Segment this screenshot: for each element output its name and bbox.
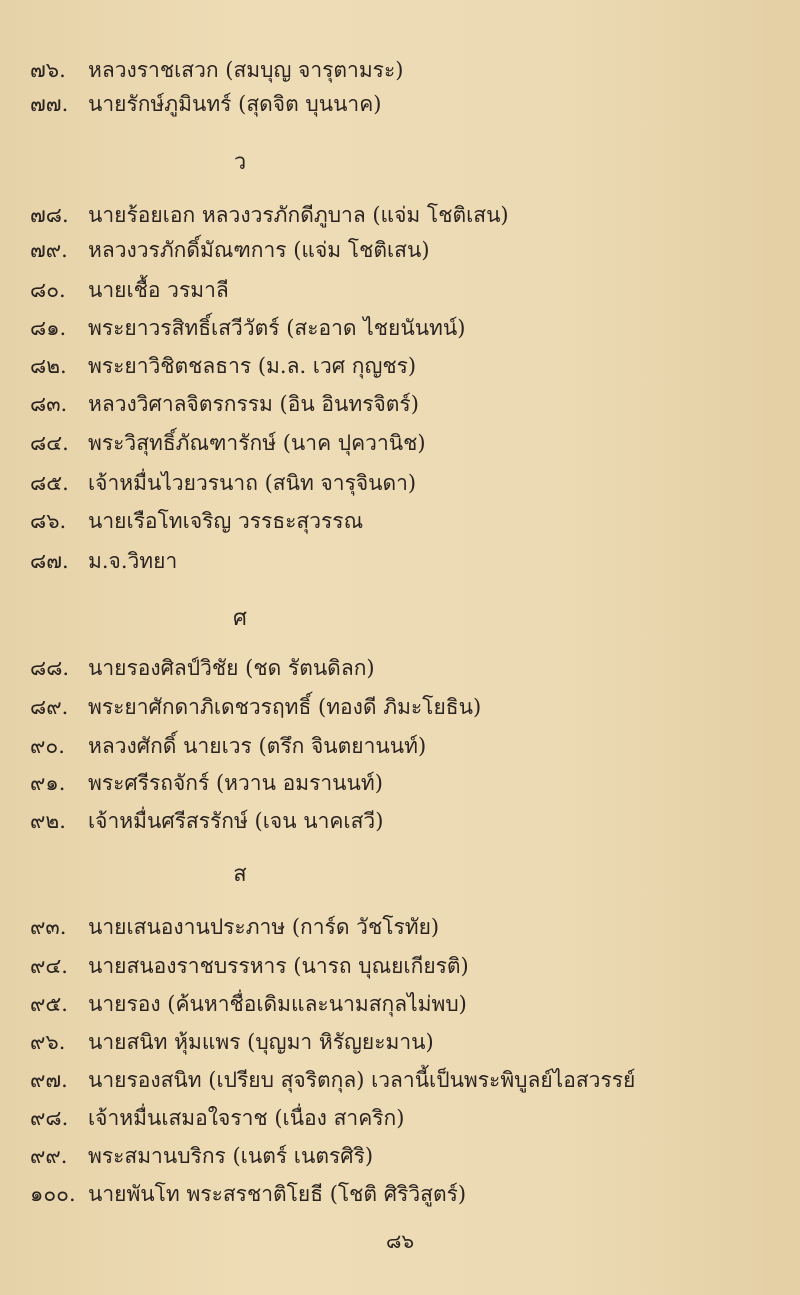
list-item: [30, 57, 403, 83]
item-text: เจ้าหมื่นเสมอใจราช (เนื่อง สาคริก): [88, 1106, 405, 1130]
item-text: หลวงศักดิ์ นายเวร (ตรึก จินตยานนท์): [88, 734, 427, 758]
item-number: ๘๒.: [30, 354, 67, 378]
item-number: ๙๔.: [30, 954, 68, 978]
item-number: ๘๖.: [30, 509, 67, 533]
list-item: [30, 694, 481, 720]
item-number: ๘๗.: [30, 549, 69, 573]
item-text: นายรอง (ค้นหาชื่อเดิมและนามสกุลไม่พบ): [88, 992, 467, 1016]
item-text: พระสมานบริกร (เนตร์ เนตรศิริ): [88, 1144, 374, 1168]
item-number: ๙๘.: [30, 1106, 69, 1130]
list-item: [30, 1143, 373, 1169]
item-number: ๘๐.: [30, 278, 66, 302]
list-item: [30, 733, 426, 759]
list-item: [30, 391, 419, 417]
item-number: ๘๘.: [30, 656, 70, 680]
item-text: นายพันโท พระสรชาติโยธี (โชติ ศิริวิสูตร์): [88, 1182, 467, 1206]
item-number: ๙๒.: [30, 809, 66, 833]
page-number: ๘๖: [385, 1229, 415, 1253]
item-text: พระยาวรสิทธิ์เสวีวัตร์ (สะอาด ไชยนันทน์): [88, 316, 466, 340]
item-number: ๙๖.: [30, 1030, 66, 1054]
item-text: นายเรือโทเจริญ วรรธะสุวรรณ: [88, 509, 364, 533]
list-item: [30, 953, 469, 979]
item-text: นายรองศิลป์วิชัย (ชด รัตนดิลก): [88, 656, 375, 680]
list-item: [30, 770, 383, 796]
list-item: [30, 277, 229, 303]
item-text: หลวงราชเสวก (สมบุญ จารุตามระ): [88, 58, 404, 82]
item-text: นายรักษ์ภูมินทร์ (สุดจิต บุนนาค): [88, 92, 382, 116]
list-item: [30, 237, 430, 263]
list-item: [30, 1029, 434, 1055]
list-item: [30, 808, 383, 834]
item-number: ๘๑.: [30, 316, 67, 340]
item-text: นายเชื้อ วรมาลี: [88, 278, 229, 302]
list-item: [30, 315, 465, 341]
item-number: ๙๗.: [30, 1068, 68, 1092]
item-text: นายรองสนิท (เปรียบ สุจริตกุล) เวลานี้เป็นพระพิบูลย์ไอสวรรย์: [88, 1068, 636, 1092]
item-text: นายสนิท หุ้มแพร (บุญมา หิรัญยะมาน): [88, 1030, 434, 1054]
section-heading: ศ: [233, 606, 247, 631]
list-item: [30, 91, 381, 117]
list-item: [30, 914, 439, 940]
item-text: พระยาวิชิตชลธาร (ม.ล. เวศ กุญชร): [88, 354, 417, 378]
list-item: [30, 991, 467, 1017]
item-number: ๘๓.: [30, 392, 68, 416]
list-item: [30, 1105, 404, 1131]
item-text: หลวงวิศาลจิตรกรรม (อิน อินทรจิตร์): [88, 392, 419, 416]
item-number: ๙๐.: [30, 734, 65, 758]
item-text: นายร้อยเอก หลวงวรภักดีภูบาล (แจ่ม โชติเสน): [88, 203, 509, 227]
list-item: [30, 1181, 466, 1207]
item-text: เจ้าหมื่นศรีสรรักษ์ (เจน นาคเสวี): [88, 809, 384, 833]
list-item: [30, 470, 416, 496]
list-item: [30, 430, 426, 456]
list-item: [30, 655, 375, 681]
list-item: [30, 353, 416, 379]
item-number: ๗๗.: [30, 92, 69, 116]
list-item: [30, 548, 177, 574]
item-text: พระศรีรถจักร์ (หวาน อมรานนท์): [88, 771, 383, 795]
item-number: ๘๕.: [30, 471, 69, 495]
section-heading: ว: [233, 150, 247, 175]
item-number: ๙๙.: [30, 1144, 68, 1168]
item-text: เจ้าหมื่นไวยวรนาถ (สนิท จารุจินดา): [88, 471, 417, 495]
item-number: ๙๑.: [30, 771, 66, 795]
item-text: พระวิสุทธิ์ภัณฑารักษ์ (นาค ปุควานิช): [88, 431, 426, 455]
list-item: [30, 202, 509, 228]
item-text: นายสนองราชบรรหาร (นารถ บุณยเกียรติ): [88, 954, 469, 978]
item-number: ๗๖.: [30, 58, 66, 82]
item-number: ๙๓.: [30, 915, 67, 939]
list-item: [30, 508, 363, 534]
item-number: ๘๙.: [30, 695, 69, 719]
item-text: ม.จ.วิทยา: [88, 549, 178, 573]
section-heading: ส: [233, 862, 247, 887]
item-number: ๗๙.: [30, 238, 68, 262]
item-text: หลวงวรภักดิ์มัณฑการ (แจ่ม โชติเสน): [88, 238, 430, 262]
item-text: พระยาศักดาภิเดชวรฤทธิ์ (ทองดี ภิมะโยธิน): [88, 695, 482, 719]
item-text: นายเสนองานประภาษ (การ์ด วัชโรทัย): [88, 915, 440, 939]
item-number: ๙๕.: [30, 992, 68, 1016]
item-number: ๑๐๐.: [30, 1182, 76, 1206]
item-number: ๘๔.: [30, 431, 69, 455]
list-item: [30, 1067, 635, 1093]
item-number: ๗๘.: [30, 203, 69, 227]
